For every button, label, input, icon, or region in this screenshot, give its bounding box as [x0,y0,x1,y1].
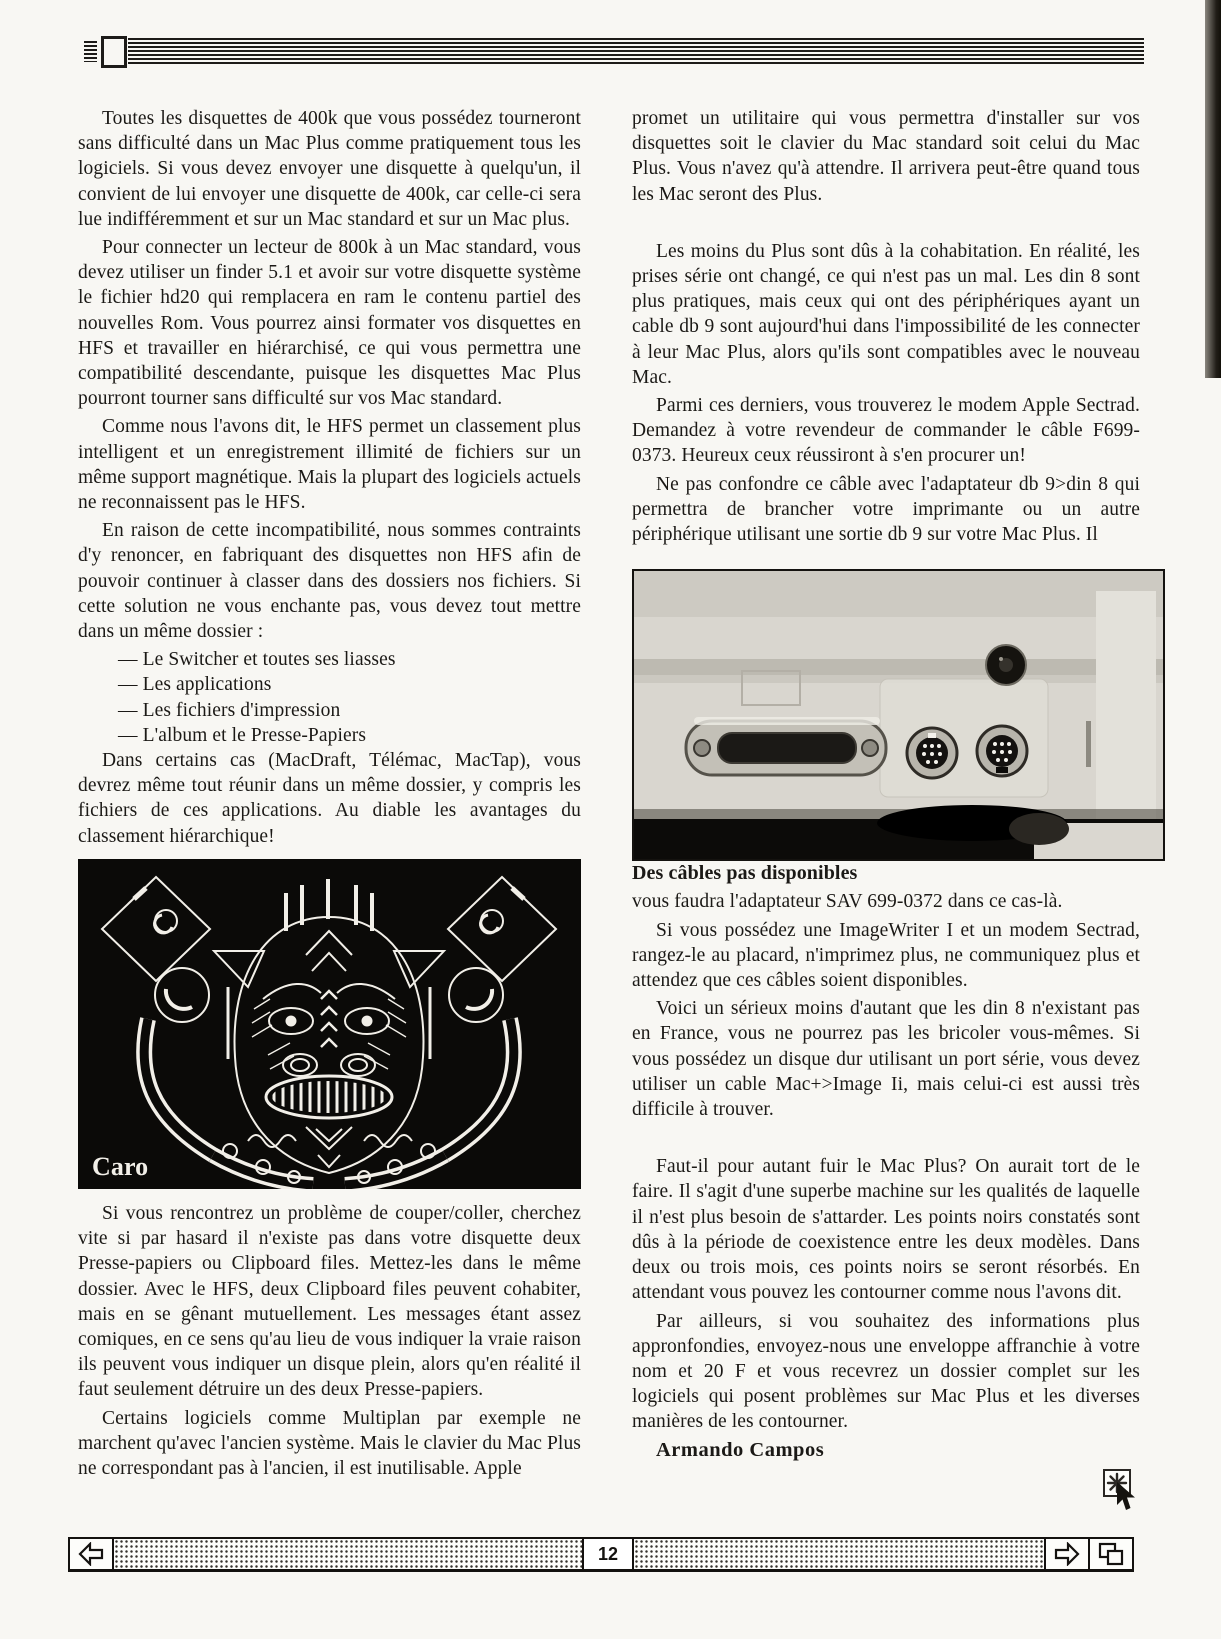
paragraph: En raison de cette incompatibilité, nous sommes contraints d'y renoncer, en fabriquant des disquettes non HFS afin de pouvoir continuer à classer dans des dossiers nos fichiers. Si cette solution ne vous enchante pas, vous devez tout mettre dans un même dossier : [78,520,581,643]
author-byline: Armando Campos [656,1438,825,1461]
scroll-track-left[interactable] [114,1539,582,1569]
paragraph: Certains logiciels comme Multiplan par exemple ne marchent qu'avec l'ancien système. Mais le clavier du Mac Plus ne correspondant pas à l'ancien, il est inutilisable. Apple [78,1407,581,1479]
paragraph: Faut-il pour autant fuir le Mac Plus? On aurait tort de le faire. Il s'agit d'une superbe machine sur les qualités de laquelle il n'est plus besoin de s'attarder. Les points noirs constatés sont dûs à la période de coexistence entre les deux modèles. Dans deux ou trois mois, ces points noirs se seront résorbés. En attendant vous pouvez les contourner comme nous l'avons dit. [632,1156,1140,1304]
arrow-left-icon [77,1542,105,1566]
paragraph: Voici un sérieux moins d'autant que les din 8 n'existant pas en France, vous ne pourrez pas les bricoler vous-mêmes. Si vous possédez un disque dur utilisant un port série, vous devez utiliser un cable Mac+>Image Ii, mais celui-ci est aussi très difficile à trouver. [632,998,1140,1121]
list-item: — L'album et le Presse-Papiers [118,724,367,746]
starburst-cursor-icon [1102,1468,1138,1512]
paragraph: Ne pas confondre ce câble avec l'adaptateur db 9>din 8 qui permettra de brancher votre imprimante ou un autre périphérique utilisant une sortie db 9 sur votre Mac Plus. Il [632,473,1140,546]
paragraph: Toutes les disquettes de 400k que vous possédez tourneront sans difficulté dans un Mac Plus comme pratiquement tous les logiciels. Si vous devez envoyer une disquette à quelqu'un, il convient de lui envoyer une disquette de 400k, car celle-ci sera lue indifféremment et sur un Mac standard et sur un Mac plus. [78,108,581,230]
paragraph: promet un utilitaire qui vous permettra d'installer sur vos disquettes soit le clavier du Mac standard soit celui du Mac Plus. Vous n'avez qu'à attendre. Il arrivera peut-être quand tous les Mac seront des Plus. [632,108,1140,205]
header-mini-rules [84,41,97,62]
right-column [632,106,1140,1466]
floppy-mask-illustration [78,859,581,1189]
paragraph: vous faudra l'adaptateur SAV 699-0372 dans ce cas-là. [632,891,1063,913]
photo-caption: Des câbles pas disponibles [632,862,858,885]
arrow-right-icon [1053,1542,1081,1566]
paragraph: Si vous rencontrez un problème de couper/coller, cherchez vite si par hasard il n'existe pas dans votre disquette deux Presse-papiers ou Clipboard files. Mettez-les dans le même dossier. Avec le HFS, deux Clipboard files peuvent cohabiter, mais en se gênant mutuellement. Les messages étant assez comiques, en ce sens qu'au lieu de vous indiquer la vraie raison ils peuvent vous indiquer un disque plein, alors qu'en réalité il faut seulement détruire un des deux Presse-papiers. [78,1202,581,1401]
page-edge-shadow [1205,0,1221,378]
paragraph: Pour connecter un lecteur de 800k à un Mac standard, vous devez utiliser un finder 5.1 et avoir sur votre disquette système le fichier hd20 qui remplacera en ram le contenu partiel des nouvelles Rom. Vous pourrez ainsi formater vos disquettes en HFS et travailler en hiérarchisé, ce qui vous permettra une compatibilité descendante, puisque les disquettes Mac Plus pourront tourner sans difficulté sur vos Mac standard. [78,237,581,410]
photo-image [634,571,1163,859]
page-number: 12 [597,1543,619,1564]
paragraph: Comme nous l'avons dit, le HFS permet un classement plus intelligent et un enregistrement illimité de fichiers sur un même support magnétique. Mais la plupart des logiciels actuels ne reconnaissent pas le HFS. [78,416,581,514]
paragraph: Dans certains cas (MacDraft, Télémac, MacTap), vous devrez même tout réunir dans un même dossier, y compris les fichiers de ces applications. Au diable les avantages du classement hiérarchique! [78,750,581,847]
list-item: — Le Switcher et toutes ses liasses [118,649,396,671]
paragraph: Parmi ces derniers, vous trouverez le modem Apple Sectrad. Demandez à votre revendeur de commander le câble F699-0373. Heureux ceux réussiront à s'en procurer un! [632,395,1140,467]
paragraph: Par ailleurs, si vou souhaitez des informations plus appronfondies, envoyez-nous une enveloppe affranchie à votre nom et 20 F et vous recevrez un dossier complet sur les logiciels qui posent problèmes sur Mac Plus et les diverses manières de les contourner. [632,1310,1140,1433]
overlapping-pages-icon [1097,1541,1125,1567]
pages-button[interactable] [1088,1539,1132,1569]
list-item: — Les applications [118,674,272,696]
footer-scrollbar [68,1537,1134,1572]
list-item: — Les fichiers d'impression [118,699,341,721]
end-of-article-icon [1102,1468,1138,1512]
header-logo-square-icon [101,36,127,68]
illustration-drawing [78,859,581,1189]
left-column [78,106,581,1484]
scroll-track-right[interactable] [634,1539,1044,1569]
paragraph: Si vous possédez une ImageWriter I et un modem Sectrad, rangez-le au placard, n'imprimez plus, ne communiquez plus et attendez que ces câbles soient disponibles. [632,919,1140,992]
paragraph: Les moins du Plus sont dûs à la cohabitation. En réalité, les prises série ont changé, ce qui n'est pas un mal. Les din 8 sont plus pratiques, mais ceux qui ont des périphériques ayant un cable db 9 sont aujourd'hui dans l'impossibilité de les connecter à leur Mac Plus, alors qu'ils sont compatibles avec le nouveau Mac. [632,240,1140,388]
mac-rear-ports-photo [632,569,1165,861]
page-number-thumb[interactable] [582,1539,634,1569]
scroll-left-button[interactable] [70,1539,114,1569]
illustration-credit: Caro [92,1151,149,1181]
header-rule-lines [128,38,1144,64]
scroll-right-button[interactable] [1044,1539,1088,1569]
